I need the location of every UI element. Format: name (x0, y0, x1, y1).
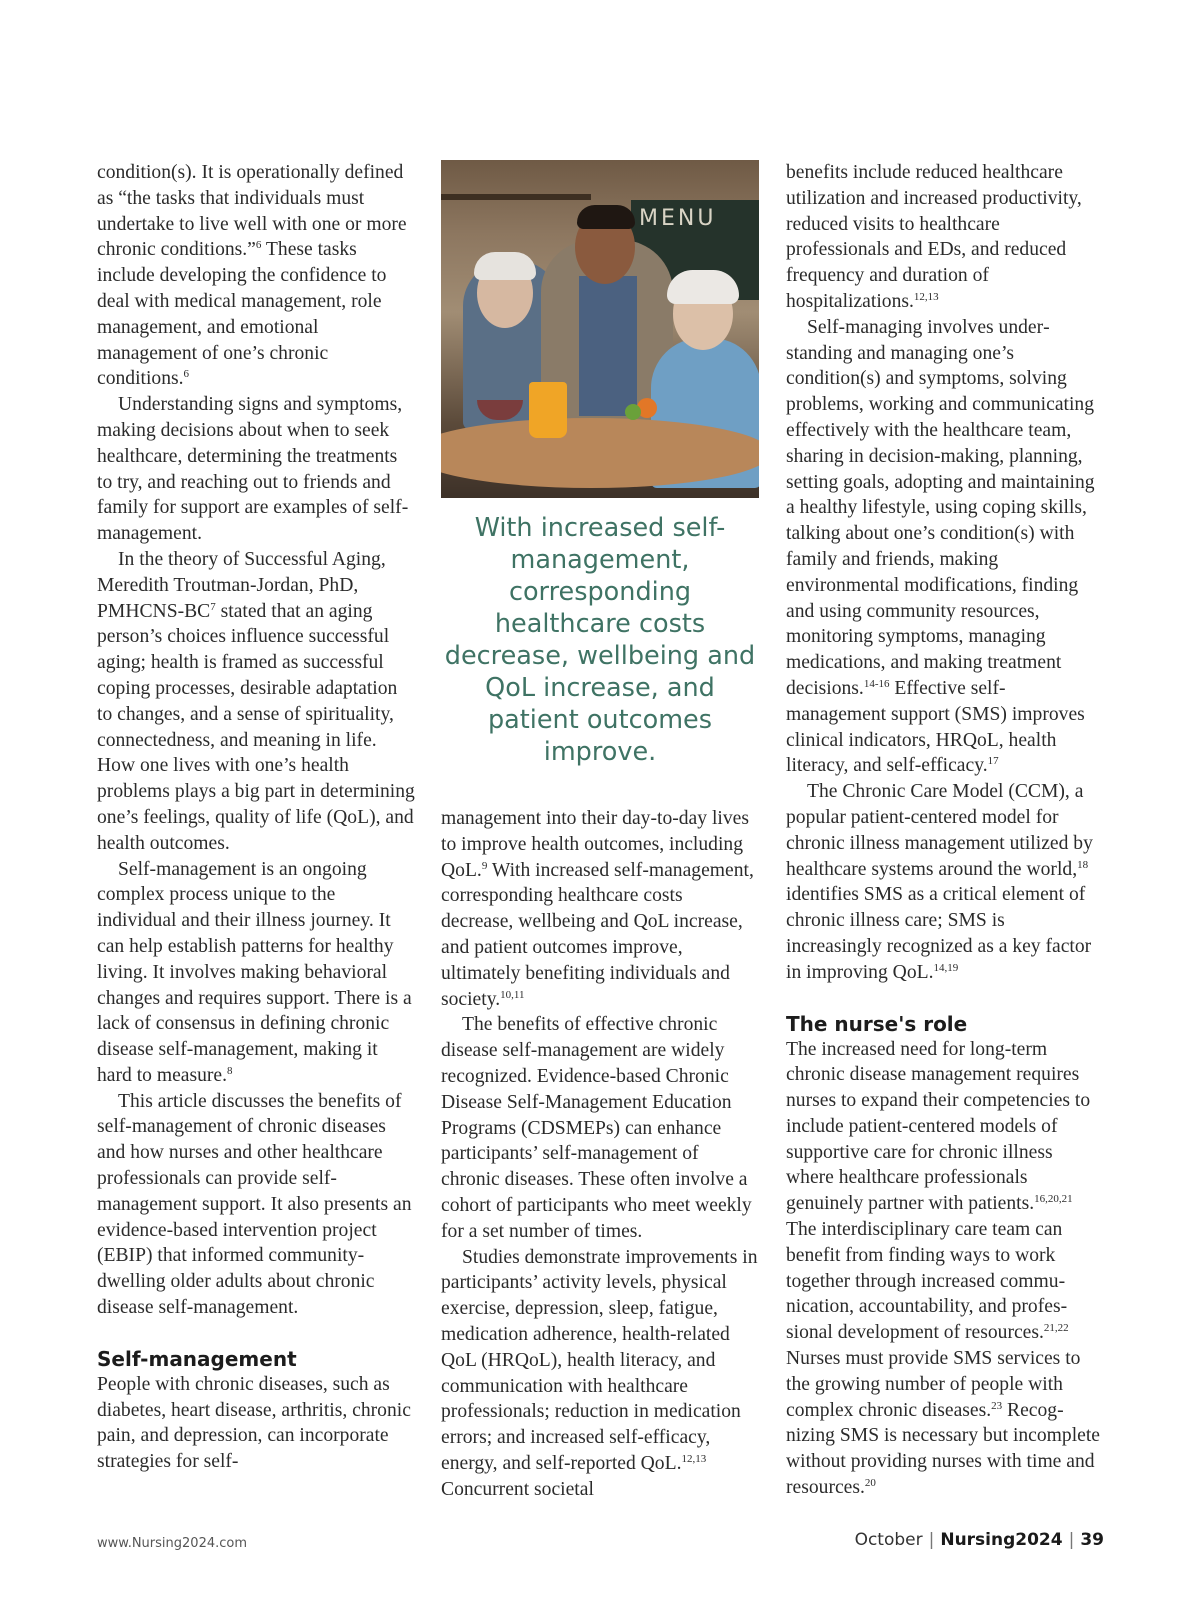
column-2 (441, 160, 759, 1503)
paragraph: In the theory of Successful Aging, Meredith Troutman-Jordan, PhD, PMHCNS-$BC^7$ stated that an aging person’s choices influence successful aging; health is framed as successful coping processes, desirable adaptation to changes, and a sense of spirituality, connectedness, and meaning in life. How one lives with one’s health problems plays a big part in determining one’s feelings, quality of life (QoL), and health outcomes. (97, 548, 415, 854)
footer-divider: | (928, 1530, 935, 1550)
column-1 (97, 160, 415, 1475)
paragraph: Self-managing involves understanding and managing one’s condition(s) and symptoms, solving problems, working and communicating effectively with the healthcare team, sharing in decision-making, planning, setting goals, adopting and maintaining a healthy lifestyle, using coping skills, talking about one’s condition(s) with family and friends, making environmental modifications, finding and using community resources, monitoring symptoms, managing medications, and making treatment decisions.$^{14-16}$ Effective self-management support (SMS) improves clinical indicators, HRQoL, health literacy, and self-efficacy.$^{17}$ (786, 316, 1095, 777)
paragraph: benefits include reduced healthcare utilization and increased productivity, reduced visits to healthcare professionals and EDs, and reduced frequency and duration of hospitalizations.$^{12,13}$ (786, 162, 1082, 312)
footer-magazine: Nursing2024 (940, 1530, 1063, 1550)
paragraph: This article discusses the benefits of self-management of chronic diseases and how nurses and other healthcare professionals can provide self-management support. It also presents an evidence-based intervention project (EBIP) that informed community-dwelling older adults about chronic disease self-management. (97, 1090, 412, 1319)
citation: 6 (183, 368, 190, 381)
paragraph: The Chronic Care Model (CCM), a popular patient-centered model for chronic illness management utilized by healthcare systems around the world,$^{18}$ identifies SMS as a critical element of chronic illness care; SMS is increasingly recognized as a key factor in improving QoL.$^{14,19}$ (786, 781, 1093, 983)
paragraph: The increased need for long-term chronic disease management requires nurses to expand their competencies to include patient-centered models of supportive care for chronic illness where healthcare professionals genuinely partner with patients.$^{16,20,21}$ The interdisciplinary care team can benefit from finding ways to work together through increased communication, accountability, and professional development of resources.$^{21,22}$ Nurses must provide SMS services to the growing number of people with complex chronic diseases.$^{23}$ Recognizing SMS is necessary but incomplete without providing nurses with time and resources.$^{20}$ (786, 1038, 1100, 1499)
paragraph: People with chronic diseases, such as diabetes, heart disease, arthritis, chronic pain, and depression, can incorporate strategies for self- (97, 1373, 411, 1473)
citation: 20 (864, 1477, 876, 1490)
citation: 9 (481, 859, 488, 872)
column-3 (786, 160, 1104, 1501)
pull-quote: With increased self-management, corresponding healthcare costs decrease, wellbeing and QoL increase, and patient outcomes improve. (444, 513, 756, 767)
citation: 23 (991, 1399, 1003, 1412)
paragraph: Self-management is an ongoing complex process unique to the individual and their illness journey. It can help establish patterns for healthy living. It involves making behavioral changes and requires support. There is a lack of consensus in defining chronic disease self-management, making it hard to measure.$^8$ (97, 858, 412, 1086)
citation: 14,19 (933, 961, 959, 974)
citation: 12,13 (681, 1452, 707, 1465)
citation: 17 (987, 755, 999, 768)
citation: 8 (227, 1064, 233, 1077)
paragraph: condition(s). It is operationally defined as “the tasks that individuals must undertake to live well with one or more chronic conditions.”$^6$ These tasks include developing the confidence to deal with medical management, role management, and emotional management of one’s chronic conditions.$^6$ (97, 162, 407, 390)
citation: 7 (210, 600, 216, 613)
citation: 21,22 (1043, 1322, 1069, 1335)
citation: 14-16 (863, 677, 890, 690)
footer-folio (855, 1530, 1104, 1550)
section-heading: Self-management (97, 1346, 297, 1371)
paragraph: Understanding signs and symptoms, making decisions about when to seek healthcare, determining the treatments to try, and reaching out to friends and family for support are examples of self-management. (97, 394, 409, 545)
citation: 10,11 (500, 988, 525, 1001)
footer-divider: | (1068, 1530, 1075, 1550)
footer-month: October (854, 1530, 923, 1550)
photo-menu-board: MENU (631, 200, 759, 300)
photo-shelf (441, 194, 591, 200)
citation: 6 (255, 239, 262, 252)
citation: 12,13 (913, 290, 939, 303)
paragraph: management into their day-to-day lives to improve health outcomes, including QoL.$^9$ With increased self-management, corresponding healthcare costs decrease, wellbeing and QoL increase, and patient outcomes improve, ultimately benefiting individuals and society.$^{10,11}$ (441, 808, 754, 1010)
article-photo (441, 160, 759, 498)
citation: 18 (1077, 858, 1089, 871)
page-number: 39 (1080, 1530, 1104, 1550)
paragraph: Studies demonstrate improvements in participants’ activity levels, physical exercise, depression, sleep, fatigue, medication adherence, health-related QoL (HRQoL), health literacy, and communication with healthcare professionals; reduction in medication errors; and increased self-efficacy, energy, and self-reported QoL.$^{12,13}$ Concurrent societal (441, 1246, 758, 1500)
citation: 16,20,21 (1034, 1193, 1073, 1206)
section-heading: The nurse's role (786, 1011, 968, 1036)
paragraph: The benefits of effective chronic disease self-management are widely recognized. Evidence-based Chronic Disease Self-Management Education Programs (CDSMEPs) can enhance participants’ self-management of chronic diseases. These often involve a cohort of participants who meet weekly for a set number of times. (441, 1014, 752, 1242)
footer-url: www.Nursing2024.com (97, 1536, 248, 1551)
column-2-text (441, 806, 759, 1503)
